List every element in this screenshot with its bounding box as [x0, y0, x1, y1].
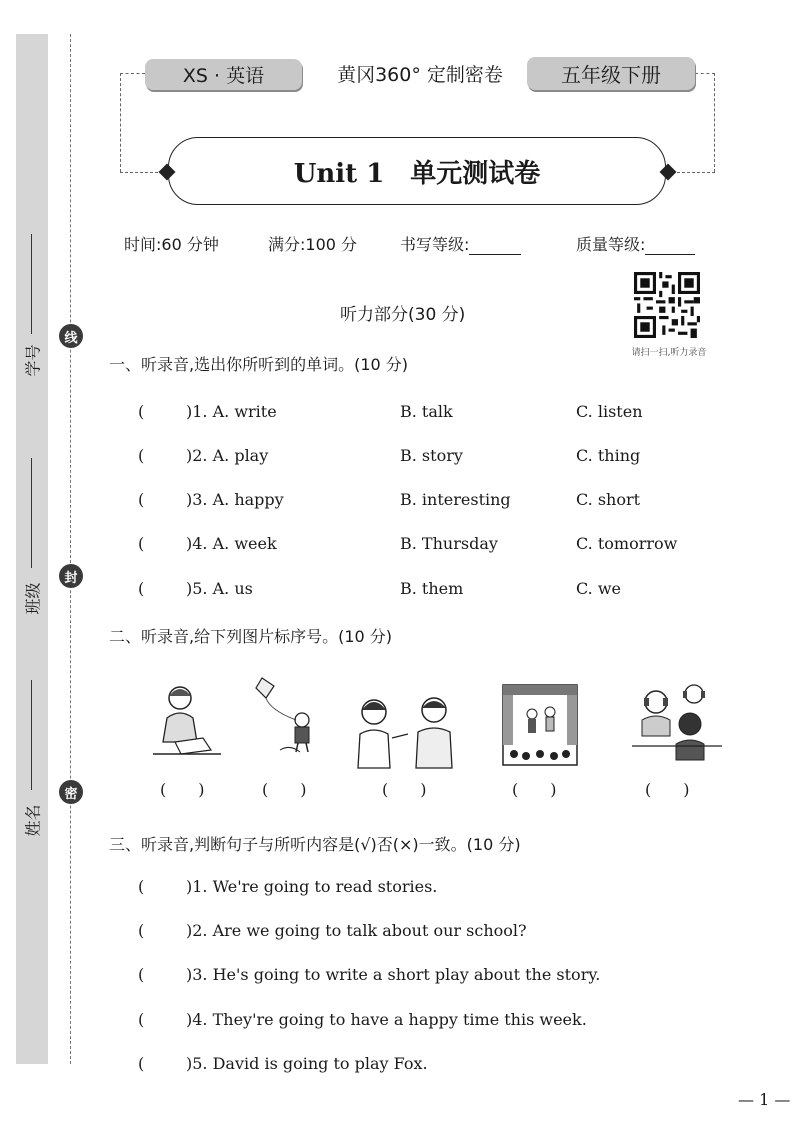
seal-char-mi: 密 — [59, 780, 83, 804]
answer-paren[interactable]: ( — [138, 490, 145, 509]
header-dash-right-low — [672, 172, 715, 173]
header-dash-left — [120, 73, 145, 74]
answer-paren[interactable]: ( — [138, 965, 145, 984]
part3-statement: )1. We're going to read stories. — [186, 877, 438, 896]
answer-paren[interactable]: ( — [138, 534, 145, 553]
part3-heading: 三、听录音,判断句子与所听内容是(√)否(×)一致。(10 分) — [109, 835, 521, 854]
picture-answer-blank[interactable]: ( ) — [262, 780, 307, 799]
class-label: 班级 — [23, 581, 43, 615]
part1-option-c: C. tomorrow — [576, 534, 678, 553]
answer-paren[interactable]: ( — [138, 446, 145, 465]
part1-option-a: )2. A. play — [186, 446, 269, 465]
part3-statement: )3. He's going to write a short play about the story. — [186, 965, 601, 984]
seal-char-xian: 线 — [59, 324, 83, 348]
part3-statement: )5. David is going to play Fox. — [186, 1054, 428, 1073]
answer-paren[interactable]: ( — [138, 579, 145, 598]
answer-paren[interactable]: ( — [138, 1054, 145, 1073]
part1-option-b: B. interesting — [400, 490, 511, 509]
header-dash-left-low — [120, 172, 163, 173]
part1-option-a: )5. A. us — [186, 579, 253, 598]
header-dash-right — [695, 73, 715, 74]
student-id-line — [31, 234, 32, 334]
part1-option-a: )3. A. happy — [186, 490, 284, 509]
answer-paren[interactable]: ( — [138, 1010, 145, 1029]
part1-option-c: C. listen — [576, 402, 643, 421]
part3-statement: )4. They're going to have a happy time this week. — [186, 1010, 587, 1029]
qr-caption: 请扫一扫,听力录音 — [631, 348, 707, 358]
brand-title: 黄冈360° 定制密卷 — [337, 64, 503, 86]
part2-heading: 二、听录音,给下列图片标序号。(10 分) — [109, 627, 393, 646]
series-badge: XS · 英语 — [145, 59, 302, 90]
two-children-talking-picture — [346, 690, 466, 770]
part1-option-b: B. talk — [400, 402, 453, 421]
grade-badge: 五年级下册 — [527, 57, 695, 90]
header-dash-left-v — [120, 73, 121, 172]
picture-answer-blank[interactable]: ( ) — [512, 780, 557, 799]
quality-grade: 质量等级: — [576, 232, 695, 255]
seal-char-feng: 封 — [59, 564, 83, 588]
writing-grade: 书写等级: — [400, 232, 521, 255]
part1-option-c: C. short — [576, 490, 641, 509]
part1-option-b: B. them — [400, 579, 464, 598]
part1-option-c: C. we — [576, 579, 622, 598]
boy-flying-kite-picture — [250, 674, 330, 754]
students-listening-picture — [628, 680, 726, 766]
stage-play-picture — [502, 684, 578, 766]
girl-reading-picture — [145, 680, 225, 760]
class-line — [31, 458, 32, 568]
student-id-label: 学号 — [23, 343, 43, 377]
picture-answer-blank[interactable]: ( ) — [160, 780, 205, 799]
part1-option-a: )1. A. write — [186, 402, 277, 421]
picture-answer-blank[interactable]: ( ) — [645, 780, 690, 799]
name-label: 姓名 — [23, 803, 43, 837]
part1-option-b: B. Thursday — [400, 534, 498, 553]
header-dash-right-v — [714, 73, 715, 172]
answer-paren[interactable]: ( — [138, 877, 145, 896]
full-score: 满分:100 分 — [268, 235, 358, 254]
part1-option-b: B. story — [400, 446, 463, 465]
part1-heading: 一、听录音,选出你所听到的单词。(10 分) — [109, 355, 409, 374]
binding-strip — [16, 34, 48, 1064]
answer-paren[interactable]: ( — [138, 402, 145, 421]
seal-line — [70, 34, 71, 1064]
answer-paren[interactable]: ( — [138, 921, 145, 940]
name-line — [31, 680, 32, 790]
part1-option-c: C. thing — [576, 446, 641, 465]
listening-section-title: 听力部分(30 分) — [340, 305, 466, 325]
part3-statement: )2. Are we going to talk about our school? — [186, 921, 527, 940]
part1-option-a: )4. A. week — [186, 534, 277, 553]
page-title: Unit 1 单元测试卷 — [168, 137, 666, 205]
page-number: — 1 — — [738, 1090, 791, 1109]
time-limit: 时间:60 分钟 — [124, 235, 219, 254]
qr-code-icon[interactable] — [634, 272, 700, 338]
picture-answer-blank[interactable]: ( ) — [382, 780, 427, 799]
